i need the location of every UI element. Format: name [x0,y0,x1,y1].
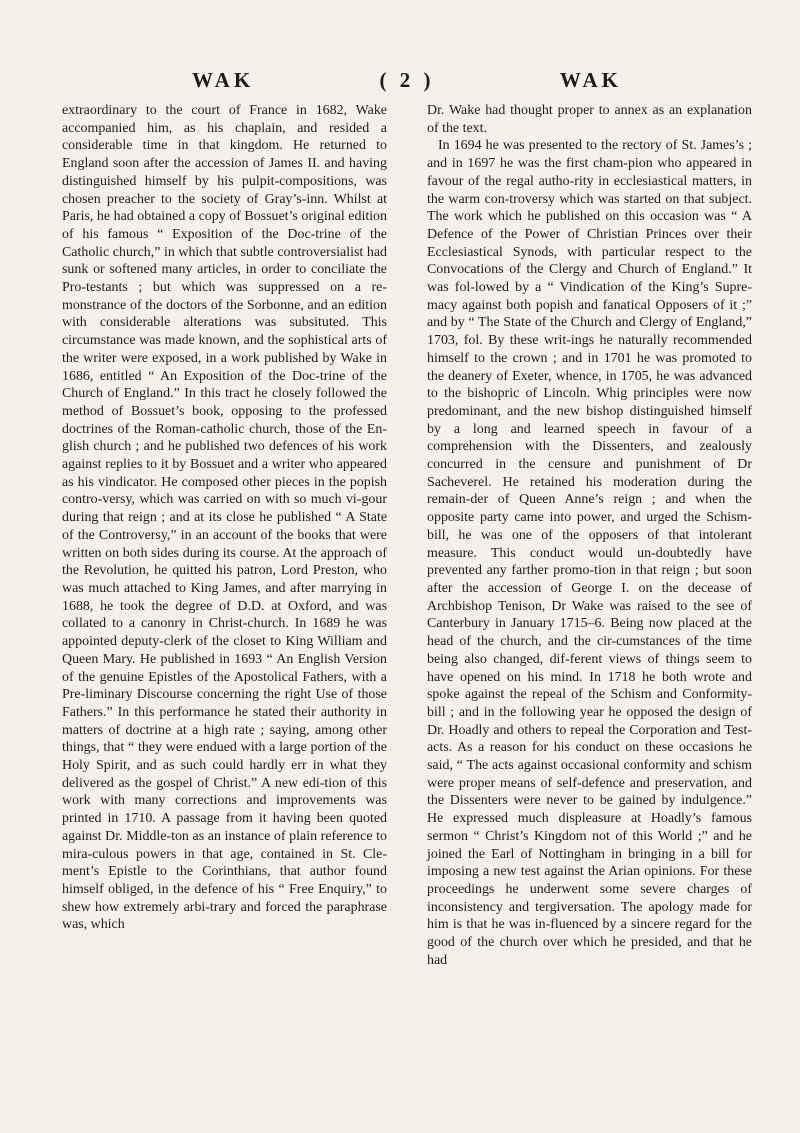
right-column [427,102,752,969]
right-paragraph-2: In 1694 he was presented to the rectory of St. James’s ; and in 1697 he was the first cham-pion who appeared in favour of the regal autho-rity in ecclesiastical matters, in the warm con-troversy which was started on that subject. The work which he published on this occasion was “ A Defence of the Power of Christian Princes over their Ecclesiastical Synods, with particular respect to the Convocations of the Clergy and Church of England.” It was fol-lowed by a “ Vindication of the King’s Supre-macy against both popish and fanatical Opposers of it ;” and by “ The State of the Church and Clergy of England,” 1703, fol. By these writ-ings he naturally recommended himself to the crown ; and in 1701 he was promoted to the deanery of Exeter, whence, in 1705, he was advanced to the bishopric of Lincoln. Whig principles were now predominant, and the new bishop distinguished himself by a long and learned speech in favour of a comprehension with the Dissenters, and zealously concurred in the censure and punishment of Dr Sacheverel. He retained his moderation during the remain-der of Queen Anne’s reign ; and when the opposite party came into power, and urged the Schism-bill, he was one of the opposers of that intolerant measure. This conduct would un-doubtedly have prevented any farther promo-tion in that reign ; but soon after the accession of George I. on the decease of Archbishop Tenison, Dr Wake was raised to the see of Canterbury in January 1715–6. Being now placed at the head of the church, and the cir-cumstances of the time being also changed, dif-ferent views of things seem to have opened on his mind. In 1718 he both wrote and spoke against the repeal of the Schism and Conformity-bill ; and in the following year he opposed the design of Dr. Hoadly and others to repeal the Corporation and Test-acts. As a reason for his conduct on these occasions he said, “ The acts against occasional conformity and schism were proper means of self-defence and preservation, and the Dissenters were never to be gained by indulgence.” He expressed much displeasure at Hoadly’s famous sermon “ Christ’s Kingdom not of this World ;” and he joined the Earl of Nottingham in bringing in a bill for imposing a new test against the Arian opinions. For these proceedings he underwent some severe charges of inconsistency and tergiversation. The apology made for him is that he was in-fluenced by a sincere regard for the good of the church over which he presided, and that he had [427,138,752,968]
running-head [192,66,622,94]
page-number: ( 2 ) [379,67,435,92]
header-right-word: WAK [559,67,622,92]
left-column [62,102,387,969]
text-columns [62,102,752,969]
left-paragraph-1: extraordinary to the court of France in 1682, Wake accompanied him, as his chaplain, and resided a considerable time in that kingdom. He returned to England soon after the accession of James II. and having distinguished himself by his pulpit-compositions, was chosen preacher to the society of Gray’s-inn. Whilst at Paris, he had obtained a copy of Bossuet’s original edition of his famous “ Exposition of the Doc-trine of the Catholic church,” in which that subtle controversialist had sunk or softened many articles, in order to conciliate the Pro-testants ; but which was suppressed on a re-monstrance of the doctors of the Sorbonne, and an edition with considerable alterations was subsituted. This circumstance was made known, and the sophistical arts of the writer were exposed, in a work published by Wake in 1686, entitled “ An Exposition of the Doc-trine of the Church of England.” In this tract he closely followed the method of Bossuet’s book, opposing to the professed doctrines of the Roman-catholic church, those of the En-glish church ; and he published two defences of his work against replies to it by Bossuet and a writer who appeared as his vindicator. He composed other pieces in the popish contro-versy, which was carried on with so much vi-gour during that reign ; and at its close he published “ A State of the Controversy,” in an account of the books that were written on both sides during its course. At the approach of the Revolution, he quitted his patron, Lord Preston, who was much attached to King James, and after marrying in 1688, he took the degree of D.D. at Oxford, and was collated to a canonry in Christ-church. In 1689 he was appointed deputy-clerk of the closet to King William and Queen Mary. He published in 1693 “ An English Version of the genuine Epistles of the Apostolical Fathers, with a Pre-liminary Discourse concerning the right Use of those Fathers.” In this performance he stated their authority in matters of doctrine at a high rate ; saying, among other things, that “ they were endued with a large portion of the Holy Spirit, and as such could hardly err in what they delivered as the gospel of Christ.” A new edi-tion of this work with many corrections and improvements was printed in 1710. A passage from it having been quoted against Dr. Middle-ton as an instance of plain reference to mira-culous powers in that age, contained in St. Cle-ment’s Epistle to the Corinthians, that author found himself obliged, in the defence of his “ Free Enquiry,” to shew how extremely arbi-trary and forced the paraphrase was, which [62,103,387,933]
header-left-word: WAK [192,67,255,92]
right-paragraph-1: Dr. Wake had thought proper to annex as an explanation of the text. [427,103,752,136]
